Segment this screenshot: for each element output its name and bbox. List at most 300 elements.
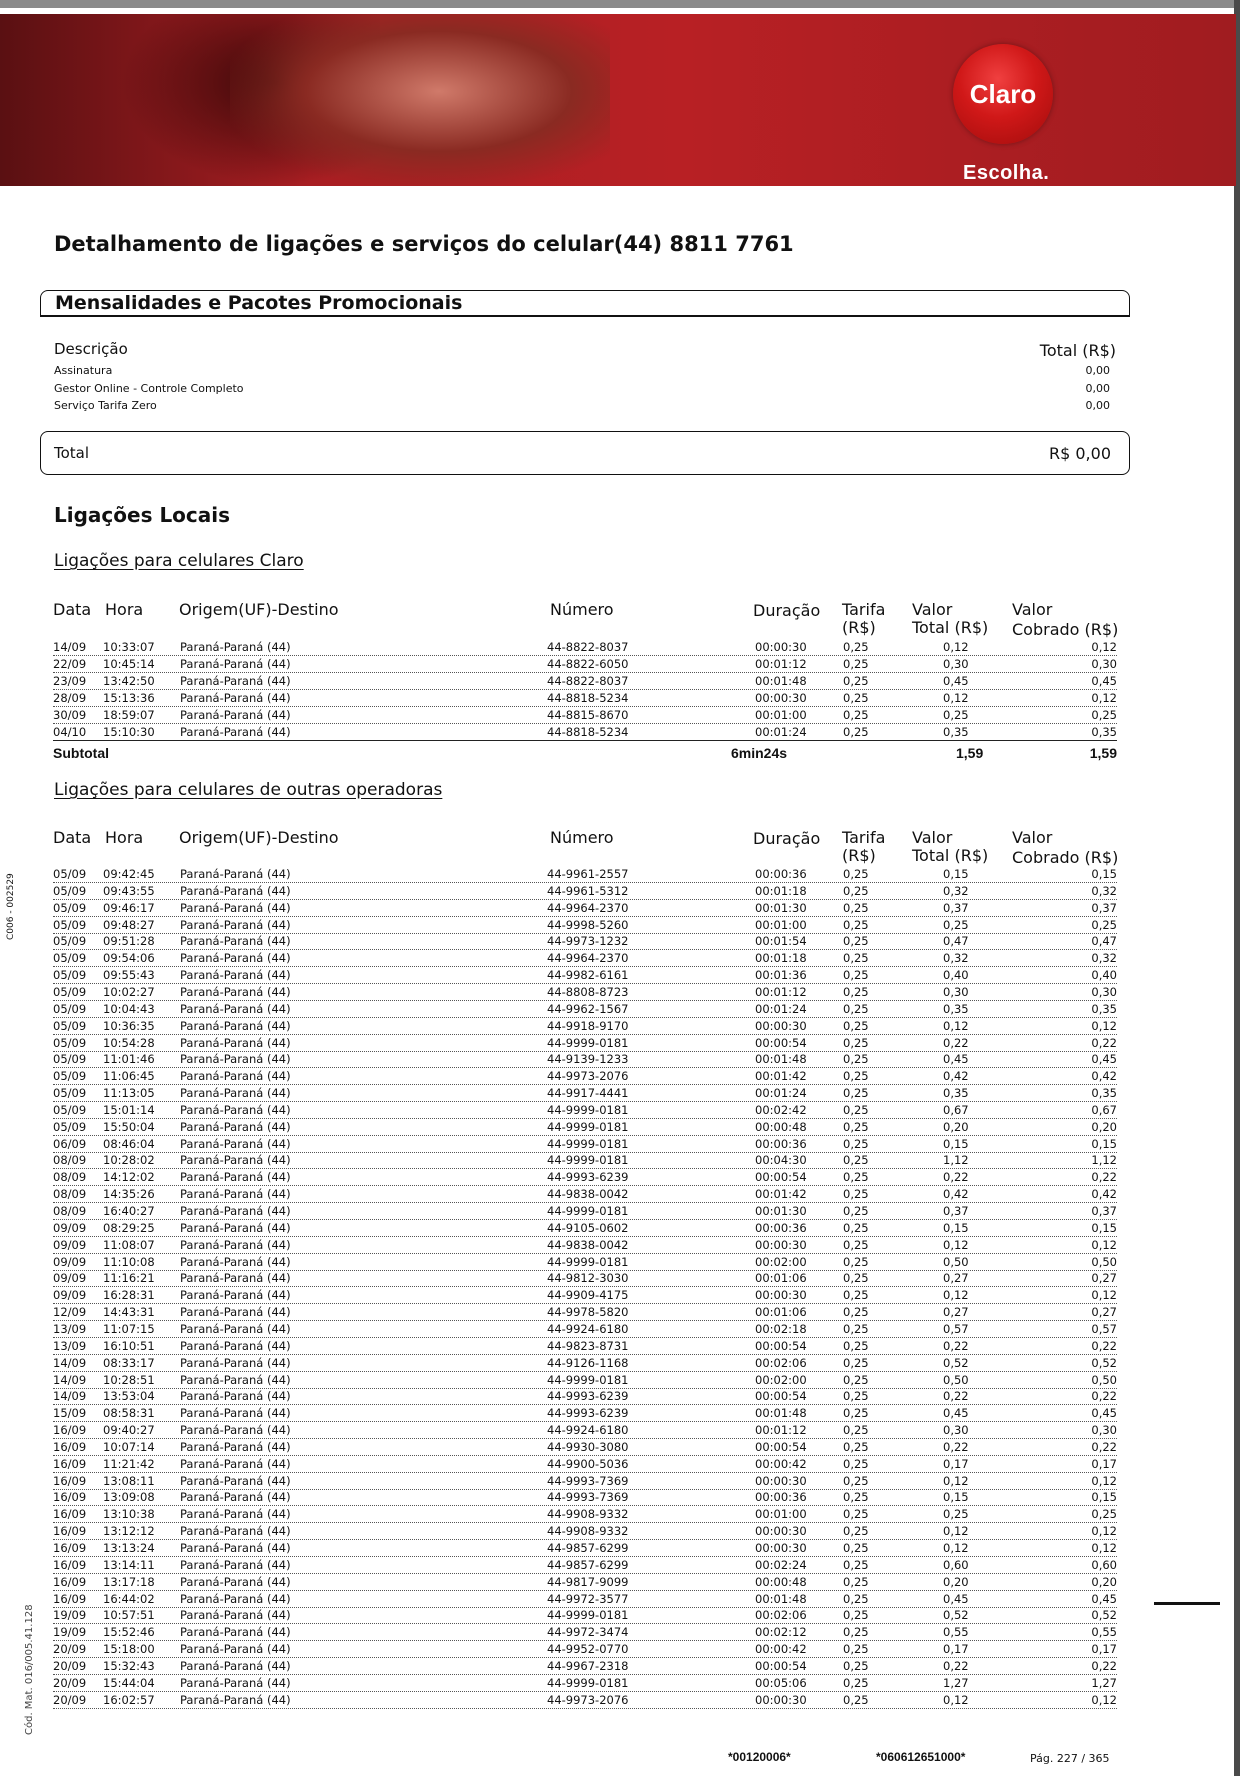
call-number: 44-9978-5820 [547, 1305, 629, 1320]
call-number: 44-9908-9332 [547, 1507, 629, 1522]
material-code: Cód. Mat. 016/005.41.128 [24, 1604, 35, 1735]
call-charged: 0,15 [1091, 1136, 1117, 1151]
call-row [53, 1641, 1117, 1658]
call-charged: 0,22 [1091, 1170, 1117, 1185]
call-time: 08:58:31 [103, 1406, 155, 1421]
call-route: Paraná-Paraná (44) [180, 984, 291, 999]
call-duration: 00:00:54 [755, 1338, 807, 1353]
call-time: 13:09:08 [103, 1490, 155, 1505]
footer-code-2: *060612651000* [876, 1750, 966, 1764]
col-data: Data [53, 600, 92, 619]
call-number: 44-9838-0042 [547, 1187, 629, 1202]
section-title: Ligações Locais [54, 503, 231, 527]
col-valor-total: Valor [912, 828, 953, 847]
call-charged: 0,20 [1091, 1119, 1117, 1134]
call-time: 16:28:31 [103, 1288, 155, 1303]
call-route: Paraná-Paraná (44) [180, 724, 291, 739]
call-time: 08:29:25 [103, 1220, 155, 1235]
call-charged: 0,47 [1091, 934, 1117, 949]
call-charged: 0,22 [1091, 1658, 1117, 1673]
call-charged: 0,35 [1091, 1001, 1117, 1016]
call-number: 44-9993-7369 [547, 1473, 629, 1488]
call-route: Paraná-Paraná (44) [180, 1473, 291, 1488]
call-duration: 00:01:00 [755, 917, 807, 932]
call-route: Paraná-Paraná (44) [180, 640, 291, 654]
call-tariff: 0,25 [843, 1456, 869, 1471]
call-time: 16:10:51 [103, 1338, 155, 1353]
call-date: 09/09 [53, 1237, 87, 1252]
col-numero: Número [550, 600, 614, 619]
call-total: 0,22 [943, 1035, 969, 1050]
call-number: 44-9999-0181 [547, 1608, 629, 1623]
call-tariff: 0,25 [843, 640, 869, 654]
col-valor-cobrado-unit: Cobrado (R$) [1012, 848, 1119, 867]
call-tariff: 0,25 [843, 707, 869, 722]
call-charged: 0,12 [1091, 1237, 1117, 1252]
call-route: Paraná-Paraná (44) [180, 1288, 291, 1303]
call-row [53, 883, 1117, 900]
call-total: 0,30 [943, 656, 969, 671]
call-number: 44-9999-0181 [547, 1136, 629, 1151]
call-charged: 0,20 [1091, 1574, 1117, 1589]
call-total: 0,37 [943, 1204, 969, 1218]
call-duration: 00:00:30 [755, 1524, 807, 1539]
call-total: 0,25 [943, 1507, 969, 1522]
call-time: 18:59:07 [103, 707, 155, 722]
call-tariff: 0,25 [843, 1086, 869, 1101]
call-charged: 0,37 [1091, 900, 1117, 915]
call-total: 0,12 [943, 690, 969, 705]
call-date: 09/09 [53, 1271, 87, 1286]
call-route: Paraná-Paraná (44) [180, 917, 291, 932]
call-number: 44-8808-8723 [547, 984, 629, 999]
call-tariff: 0,25 [843, 1119, 869, 1134]
call-time: 11:08:07 [103, 1237, 155, 1252]
logo-tagline: Escolha. [963, 162, 1050, 184]
call-time: 11:10:08 [103, 1254, 155, 1269]
call-date: 05/09 [53, 1102, 87, 1117]
call-total: 0,12 [943, 1473, 969, 1488]
call-charged: 0,30 [1091, 984, 1117, 999]
call-date: 16/09 [53, 1591, 87, 1606]
call-time: 14:35:26 [103, 1187, 155, 1202]
call-number: 44-9999-0181 [547, 1102, 629, 1117]
call-row [53, 1068, 1117, 1085]
call-route: Paraná-Paraná (44) [180, 1305, 291, 1320]
call-duration: 00:02:24 [755, 1557, 807, 1572]
call-date: 16/09 [53, 1423, 87, 1438]
call-total: 0,22 [943, 1170, 969, 1185]
call-charged: 0,12 [1091, 1541, 1117, 1555]
call-number: 44-9964-2370 [547, 900, 629, 915]
call-total: 0,35 [943, 1086, 969, 1101]
call-number: 44-9909-4175 [547, 1288, 629, 1303]
subtotal-duration: 6min24s [731, 745, 788, 761]
call-total: 0,45 [943, 673, 969, 688]
call-number: 44-9999-0181 [547, 1372, 629, 1387]
call-route: Paraná-Paraná (44) [180, 1423, 291, 1438]
call-tariff: 0,25 [843, 883, 869, 898]
call-charged: 0,22 [1091, 1389, 1117, 1404]
call-charged: 0,50 [1091, 1254, 1117, 1269]
call-time: 14:43:31 [103, 1305, 155, 1320]
call-time: 13:13:24 [103, 1541, 155, 1555]
total-value: R$ 0,00 [1048, 444, 1111, 463]
logo-text: Claro [969, 78, 1037, 109]
call-route: Paraná-Paraná (44) [180, 1321, 291, 1336]
call-time: 10:33:07 [103, 640, 155, 654]
call-row [53, 900, 1117, 917]
call-total: 0,45 [943, 1052, 969, 1067]
call-number: 44-8815-8670 [547, 707, 629, 722]
call-duration: 00:01:00 [755, 707, 807, 722]
call-row [53, 1203, 1117, 1220]
call-tariff: 0,25 [843, 1271, 869, 1286]
call-date: 05/09 [53, 917, 87, 932]
call-tariff: 0,25 [843, 1406, 869, 1421]
call-row [53, 656, 1117, 673]
call-charged: 0,42 [1091, 1187, 1117, 1202]
call-tariff: 0,25 [843, 1153, 869, 1168]
page-number: Pág. 227 / 365 [1030, 1752, 1110, 1765]
call-tariff: 0,25 [843, 1591, 869, 1606]
call-total: 0,27 [943, 1305, 969, 1320]
call-route: Paraná-Paraná (44) [180, 690, 291, 705]
call-duration: 00:00:30 [755, 640, 807, 654]
call-date: 20/09 [53, 1642, 87, 1657]
call-row [53, 1102, 1117, 1119]
call-route: Paraná-Paraná (44) [180, 1170, 291, 1185]
call-tariff: 0,25 [843, 1524, 869, 1539]
call-charged: 0,32 [1091, 951, 1117, 966]
call-time: 13:53:04 [103, 1389, 155, 1404]
call-number: 44-9838-0042 [547, 1237, 629, 1252]
call-tariff: 0,25 [843, 690, 869, 705]
call-route: Paraná-Paraná (44) [180, 1069, 291, 1084]
call-date: 16/09 [53, 1490, 87, 1505]
call-duration: 00:01:54 [755, 934, 807, 949]
call-charged: 0,52 [1091, 1355, 1117, 1370]
call-tariff: 0,25 [843, 1490, 869, 1505]
call-date: 20/09 [53, 1658, 87, 1673]
call-total: 0,25 [943, 707, 969, 722]
call-time: 10:28:51 [103, 1372, 155, 1387]
call-date: 13/09 [53, 1338, 87, 1353]
outras-subtitle: Ligações para celulares de outras operadoras [54, 780, 443, 800]
call-total: 0,25 [943, 917, 969, 932]
call-tariff: 0,25 [843, 1220, 869, 1235]
call-tariff: 0,25 [843, 1237, 869, 1252]
col-tarifa: Tarifa [842, 828, 886, 847]
col-valor-total-unit: Total (R$) [912, 846, 989, 865]
call-total: 0,17 [943, 1642, 969, 1657]
call-number: 44-9105-0602 [547, 1220, 629, 1235]
call-total: 0,52 [943, 1355, 969, 1370]
call-date: 14/09 [53, 640, 87, 654]
call-charged: 0,30 [1091, 1423, 1117, 1438]
call-row [53, 1220, 1117, 1237]
call-duration: 00:01:12 [755, 1423, 807, 1438]
call-duration: 00:01:18 [755, 883, 807, 898]
call-row [53, 1473, 1117, 1490]
call-total: 0,67 [943, 1102, 969, 1117]
call-row [53, 673, 1117, 690]
call-duration: 00:04:30 [755, 1153, 807, 1168]
call-route: Paraná-Paraná (44) [180, 707, 291, 722]
call-row [53, 707, 1117, 724]
call-number: 44-9823-8731 [547, 1338, 629, 1353]
call-route: Paraná-Paraná (44) [180, 1675, 291, 1690]
call-number: 44-9924-6180 [547, 1423, 629, 1438]
call-row [53, 1422, 1117, 1439]
call-tariff: 0,25 [843, 1102, 869, 1117]
call-tariff: 0,25 [843, 1136, 869, 1151]
call-tariff: 0,25 [843, 1507, 869, 1522]
call-route: Paraná-Paraná (44) [180, 1102, 291, 1117]
top-border [0, 0, 1240, 8]
call-duration: 00:00:48 [755, 1574, 807, 1589]
call-total: 0,30 [943, 1423, 969, 1438]
col-origem: Origem(UF)-Destino [179, 600, 339, 619]
call-date: 13/09 [53, 1321, 87, 1336]
call-total: 0,32 [943, 951, 969, 966]
call-route: Paraná-Paraná (44) [180, 900, 291, 915]
call-route: Paraná-Paraná (44) [180, 934, 291, 949]
call-tariff: 0,25 [843, 1608, 869, 1623]
call-number: 44-9993-6239 [547, 1406, 629, 1421]
call-number: 44-9857-6299 [547, 1557, 629, 1572]
call-total: 0,22 [943, 1439, 969, 1454]
call-tariff: 0,25 [843, 656, 869, 671]
call-route: Paraná-Paraná (44) [180, 1658, 291, 1673]
call-time: 11:07:15 [103, 1321, 155, 1336]
call-charged: 0,27 [1091, 1305, 1117, 1320]
call-duration: 00:00:30 [755, 1473, 807, 1488]
call-date: 16/09 [53, 1541, 87, 1555]
call-number: 44-9972-3577 [547, 1591, 629, 1606]
call-route: Paraná-Paraná (44) [180, 1507, 291, 1522]
call-tariff: 0,25 [843, 984, 869, 999]
call-time: 13:08:11 [103, 1473, 155, 1488]
page-title: Detalhamento de ligações e serviços do celular(44) 8811 7761 [54, 232, 794, 256]
call-date: 23/09 [53, 673, 87, 688]
call-route: Paraná-Paraná (44) [180, 1237, 291, 1252]
call-tariff: 0,25 [843, 1692, 869, 1707]
col-tarifa-unit: (R$) [842, 618, 876, 637]
call-route: Paraná-Paraná (44) [180, 1136, 291, 1151]
call-time: 10:54:28 [103, 1035, 155, 1050]
call-charged: 1,12 [1091, 1153, 1117, 1168]
call-time: 10:28:02 [103, 1153, 155, 1168]
call-row [53, 1540, 1117, 1557]
claro-subtitle: Ligações para celulares Claro [54, 551, 304, 571]
call-charged: 0,12 [1091, 690, 1117, 705]
call-route: Paraná-Paraná (44) [180, 951, 291, 966]
call-tariff: 0,25 [843, 1204, 869, 1218]
call-time: 09:42:45 [103, 867, 155, 881]
col-valor-cobrado: Valor [1012, 600, 1053, 619]
call-number: 44-9924-6180 [547, 1321, 629, 1336]
call-route: Paraná-Paraná (44) [180, 1187, 291, 1202]
call-total: 0,45 [943, 1591, 969, 1606]
call-tariff: 0,25 [843, 1372, 869, 1387]
call-number: 44-9973-2076 [547, 1069, 629, 1084]
mensalidades-header [40, 290, 1130, 317]
call-charged: 0,35 [1091, 1086, 1117, 1101]
call-duration: 00:02:42 [755, 1102, 807, 1117]
call-tariff: 0,25 [843, 1288, 869, 1303]
call-row [53, 1254, 1117, 1271]
call-tariff: 0,25 [843, 1642, 869, 1657]
call-time: 09:48:27 [103, 917, 155, 932]
call-tariff: 0,25 [843, 1001, 869, 1016]
call-total: 0,20 [943, 1119, 969, 1134]
call-row [53, 866, 1117, 883]
call-route: Paraná-Paraná (44) [180, 1372, 291, 1387]
call-total: 0,55 [943, 1625, 969, 1640]
call-duration: 00:00:42 [755, 1642, 807, 1657]
call-date: 05/09 [53, 1086, 87, 1101]
call-date: 05/09 [53, 1018, 87, 1033]
call-charged: 0,12 [1091, 640, 1117, 654]
call-tariff: 0,25 [843, 1187, 869, 1202]
call-total: 0,37 [943, 900, 969, 915]
call-route: Paraná-Paraná (44) [180, 1608, 291, 1623]
call-tariff: 0,25 [843, 1389, 869, 1404]
call-charged: 0,17 [1091, 1456, 1117, 1471]
call-date: 19/09 [53, 1608, 87, 1623]
call-row [53, 933, 1117, 950]
call-number: 44-9908-9332 [547, 1524, 629, 1539]
call-time: 11:13:05 [103, 1086, 155, 1101]
total-box [40, 431, 1130, 475]
call-row [53, 1388, 1117, 1405]
call-date: 05/09 [53, 934, 87, 949]
call-tariff: 0,25 [843, 1338, 869, 1353]
call-number: 44-9993-6239 [547, 1170, 629, 1185]
call-tariff: 0,25 [843, 934, 869, 949]
call-time: 15:32:43 [103, 1658, 155, 1673]
call-route: Paraná-Paraná (44) [180, 1220, 291, 1235]
call-route: Paraná-Paraná (44) [180, 1355, 291, 1370]
call-charged: 0,17 [1091, 1642, 1117, 1657]
call-duration: 00:02:06 [755, 1355, 807, 1370]
call-duration: 00:01:30 [755, 900, 807, 915]
call-number: 44-9964-2370 [547, 951, 629, 966]
call-row [53, 639, 1117, 656]
call-duration: 00:01:36 [755, 968, 807, 983]
call-tariff: 0,25 [843, 1574, 869, 1589]
call-row [53, 1186, 1117, 1203]
col-hora: Hora [105, 828, 144, 847]
call-charged: 0,32 [1091, 883, 1117, 898]
call-route: Paraná-Paraná (44) [180, 1052, 291, 1067]
call-row [53, 1119, 1117, 1136]
call-duration: 00:00:30 [755, 1237, 807, 1252]
call-total: 0,15 [943, 867, 969, 881]
call-duration: 00:02:00 [755, 1254, 807, 1269]
call-date: 14/09 [53, 1389, 87, 1404]
call-charged: 0,67 [1091, 1102, 1117, 1117]
call-duration: 00:01:12 [755, 656, 807, 671]
call-duration: 00:01:42 [755, 1069, 807, 1084]
call-time: 10:36:35 [103, 1018, 155, 1033]
call-duration: 00:00:42 [755, 1456, 807, 1471]
call-row [53, 917, 1117, 934]
call-total: 0,17 [943, 1456, 969, 1471]
call-row [53, 1136, 1117, 1153]
call-charged: 0,27 [1091, 1271, 1117, 1286]
call-row [53, 1018, 1117, 1035]
call-date: 09/09 [53, 1288, 87, 1303]
call-route: Paraná-Paraná (44) [180, 1524, 291, 1539]
call-row [53, 1591, 1117, 1608]
call-duration: 00:02:12 [755, 1625, 807, 1640]
call-total: 0,12 [943, 1541, 969, 1555]
call-date: 05/09 [53, 883, 87, 898]
call-number: 44-9998-5260 [547, 917, 629, 932]
call-duration: 00:01:24 [755, 724, 807, 739]
call-total: 0,60 [943, 1557, 969, 1572]
call-total: 0,22 [943, 1338, 969, 1353]
call-time: 10:57:51 [103, 1608, 155, 1623]
call-total: 0,12 [943, 1524, 969, 1539]
call-time: 13:14:11 [103, 1557, 155, 1572]
call-route: Paraná-Paraná (44) [180, 1018, 291, 1033]
call-number: 44-9918-9170 [547, 1018, 629, 1033]
call-duration: 00:00:54 [755, 1389, 807, 1404]
call-date: 05/09 [53, 984, 87, 999]
call-charged: 0,12 [1091, 1288, 1117, 1303]
subtotal-valor-total: 1,59 [956, 745, 984, 761]
call-date: 05/09 [53, 1052, 87, 1067]
call-date: 16/09 [53, 1439, 87, 1454]
call-time: 11:01:46 [103, 1052, 155, 1067]
total-label: Total (R$) [1039, 341, 1116, 360]
call-date: 16/09 [53, 1524, 87, 1539]
col-origem: Origem(UF)-Destino [179, 828, 339, 847]
call-duration: 00:01:00 [755, 1507, 807, 1522]
call-tariff: 0,25 [843, 1069, 869, 1084]
call-total: 0,12 [943, 1288, 969, 1303]
call-route: Paraná-Paraná (44) [180, 1642, 291, 1657]
call-number: 44-9972-3474 [547, 1625, 629, 1640]
call-time: 09:51:28 [103, 934, 155, 949]
call-duration: 00:00:36 [755, 1490, 807, 1505]
margin-mark [1154, 1602, 1220, 1605]
call-total: 0,50 [943, 1254, 969, 1269]
col-valor-cobrado-unit: Cobrado (R$) [1012, 620, 1119, 639]
call-total: 0,12 [943, 1237, 969, 1252]
call-time: 10:04:43 [103, 1001, 155, 1016]
call-charged: 0,22 [1091, 1035, 1117, 1050]
call-row [53, 1355, 1117, 1372]
call-time: 09:55:43 [103, 968, 155, 983]
call-number: 44-9126-1168 [547, 1355, 629, 1370]
call-route: Paraná-Paraná (44) [180, 968, 291, 983]
call-time: 15:50:04 [103, 1119, 155, 1134]
call-charged: 0,40 [1091, 968, 1117, 983]
call-tariff: 0,25 [843, 1035, 869, 1050]
call-row [53, 1574, 1117, 1591]
header-banner [0, 14, 1236, 186]
call-tariff: 0,25 [843, 1625, 869, 1640]
call-time: 11:21:42 [103, 1456, 155, 1471]
call-total: 0,45 [943, 1406, 969, 1421]
call-date: 09/09 [53, 1254, 87, 1269]
call-number: 44-9999-0181 [547, 1675, 629, 1690]
call-charged: 0,12 [1091, 1018, 1117, 1033]
